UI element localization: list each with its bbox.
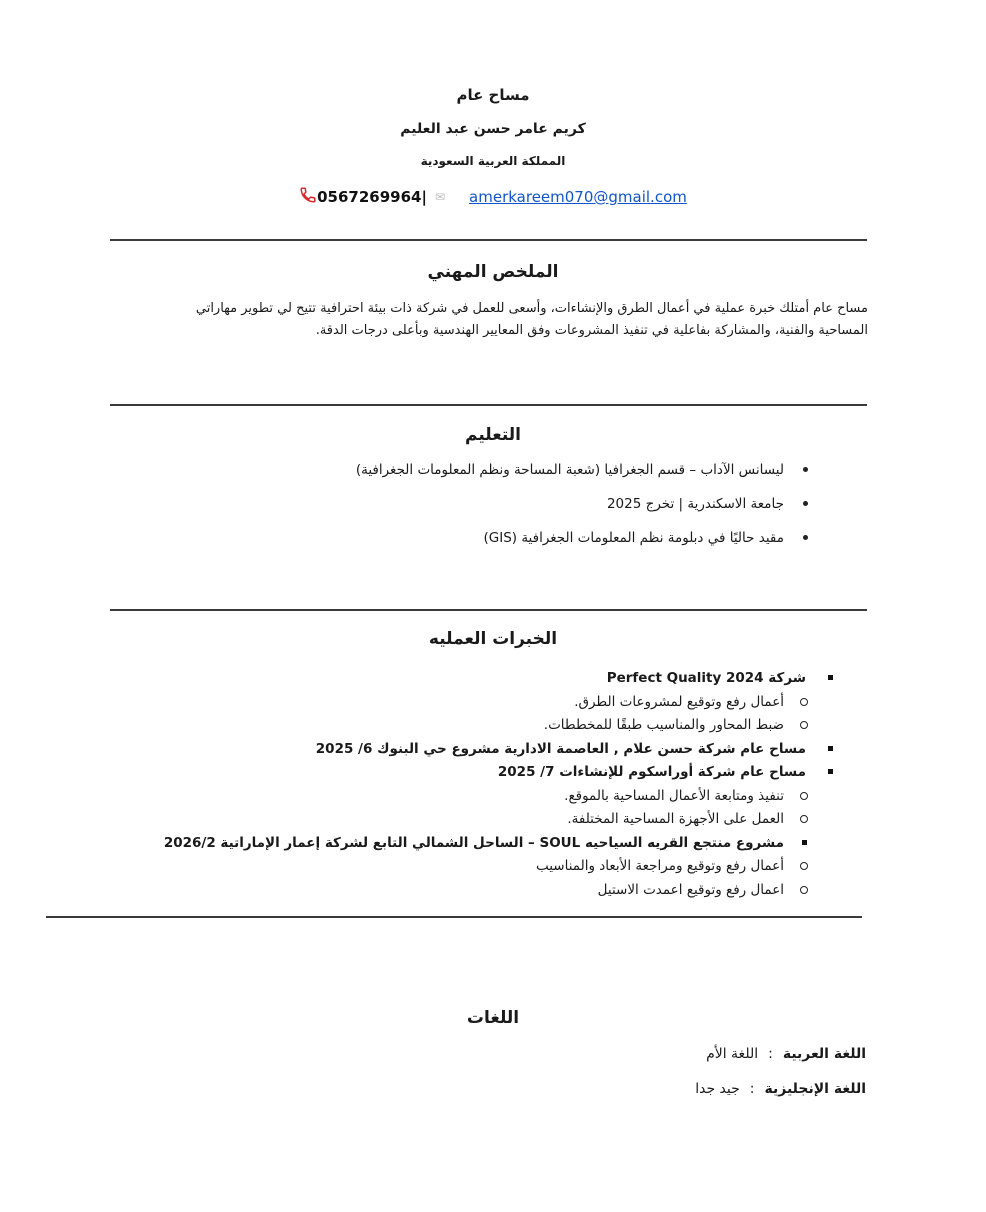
bullet-icon [828,675,833,680]
bullet-icon [800,886,808,894]
divider [110,239,867,241]
bullet-icon [800,862,808,870]
experience-list [164,668,836,903]
email-link[interactable]: amerkareem070@gmail.com [469,188,687,206]
summary-title: الملخص المهني [427,262,559,282]
list-item: أعمال رفع وتوقيع لمشروعات الطرق. [164,692,836,716]
list-item: مساح عام شركة حسن علام , العاصمة الادارية مشروع حي البنوك 6/ 2025 [164,739,836,763]
list-item: اللغة العربية:اللغة الأم [706,1046,866,1062]
list-item: ليسانس الآداب – قسم الجغرافيا (شعبة المساحة ونظم المعلومات الجغرافية) [356,462,808,496]
bullet-icon [800,792,808,800]
bullet-icon [803,535,808,540]
job-title: مساح عام [456,86,530,104]
list-item: مقيد حاليًا في دبلومة نظم المعلومات الجغرافية (GIS) [356,530,808,564]
education-title: التعليم [465,425,521,445]
bullet-icon [800,815,808,823]
bullet-icon [803,467,808,472]
list-item: جامعة الاسكندرية | تخرج 2025 [356,496,808,530]
summary-line-2: المساحية والفنية، والمشاركة بفاعلية في تنفيذ المشروعات وفق المعايير الهندسية وبأعلى درجات الدقة. [315,323,868,338]
bullet-icon [828,769,833,774]
list-item: اللغة الإنجليزية:جيد جدا [695,1081,866,1097]
bullet-icon [828,746,833,751]
list-item: شركة Perfect Quality 2024 [164,668,836,692]
country: المملكة العربية السعودية [420,154,566,168]
languages-title: اللغات [466,1008,520,1028]
list-item: مساح عام شركة أوراسكوم للإنشاءات 7/ 2025 [164,762,836,786]
divider [110,609,867,611]
bullet-icon [800,721,808,729]
summary-text [150,298,868,342]
person-name: كريم عامر حسن عبد العليم [400,121,586,137]
phone-block [299,186,427,208]
summary-line-1: مساح عام أمتلك خبرة عملية في أعمال الطرق والإنشاءات، وأسعى للعمل في شركة ذات بيئة احترافية تتيح لي تطوير مهاراتي [195,301,868,316]
list-item: تنفيذ ومتابعة الأعمال المساحية بالموقع. [164,786,836,810]
list-item: ضبط المحاور والمناسيب طبقًا للمخططات. [164,715,836,739]
education-list [356,462,808,564]
list-item: مشروع منتجع القريه السياحيه SOUL – الساحل الشمالي التابع لشركة إعمار الإماراتية 2026/2 [164,833,836,857]
list-item: اعمال رفع وتوقيع اعمدت الاستيل [164,880,836,904]
bullet-icon [803,501,808,506]
mail-icon: ✉ [434,190,446,204]
bullet-icon [800,698,808,706]
experience-title: الخبرات العمليه [428,629,558,649]
divider [110,404,867,406]
languages-list [695,1046,866,1116]
phone-icon [299,186,317,208]
list-item: العمل على الأجهزة المساحية المختلفة. [164,809,836,833]
divider [46,916,862,918]
contact-line [0,186,986,208]
phone-number: 0567269964| [317,188,427,206]
bullet-icon [802,840,807,845]
list-item: أعمال رفع وتوقيع ومراجعة الأبعاد والمناسيب [164,856,836,880]
